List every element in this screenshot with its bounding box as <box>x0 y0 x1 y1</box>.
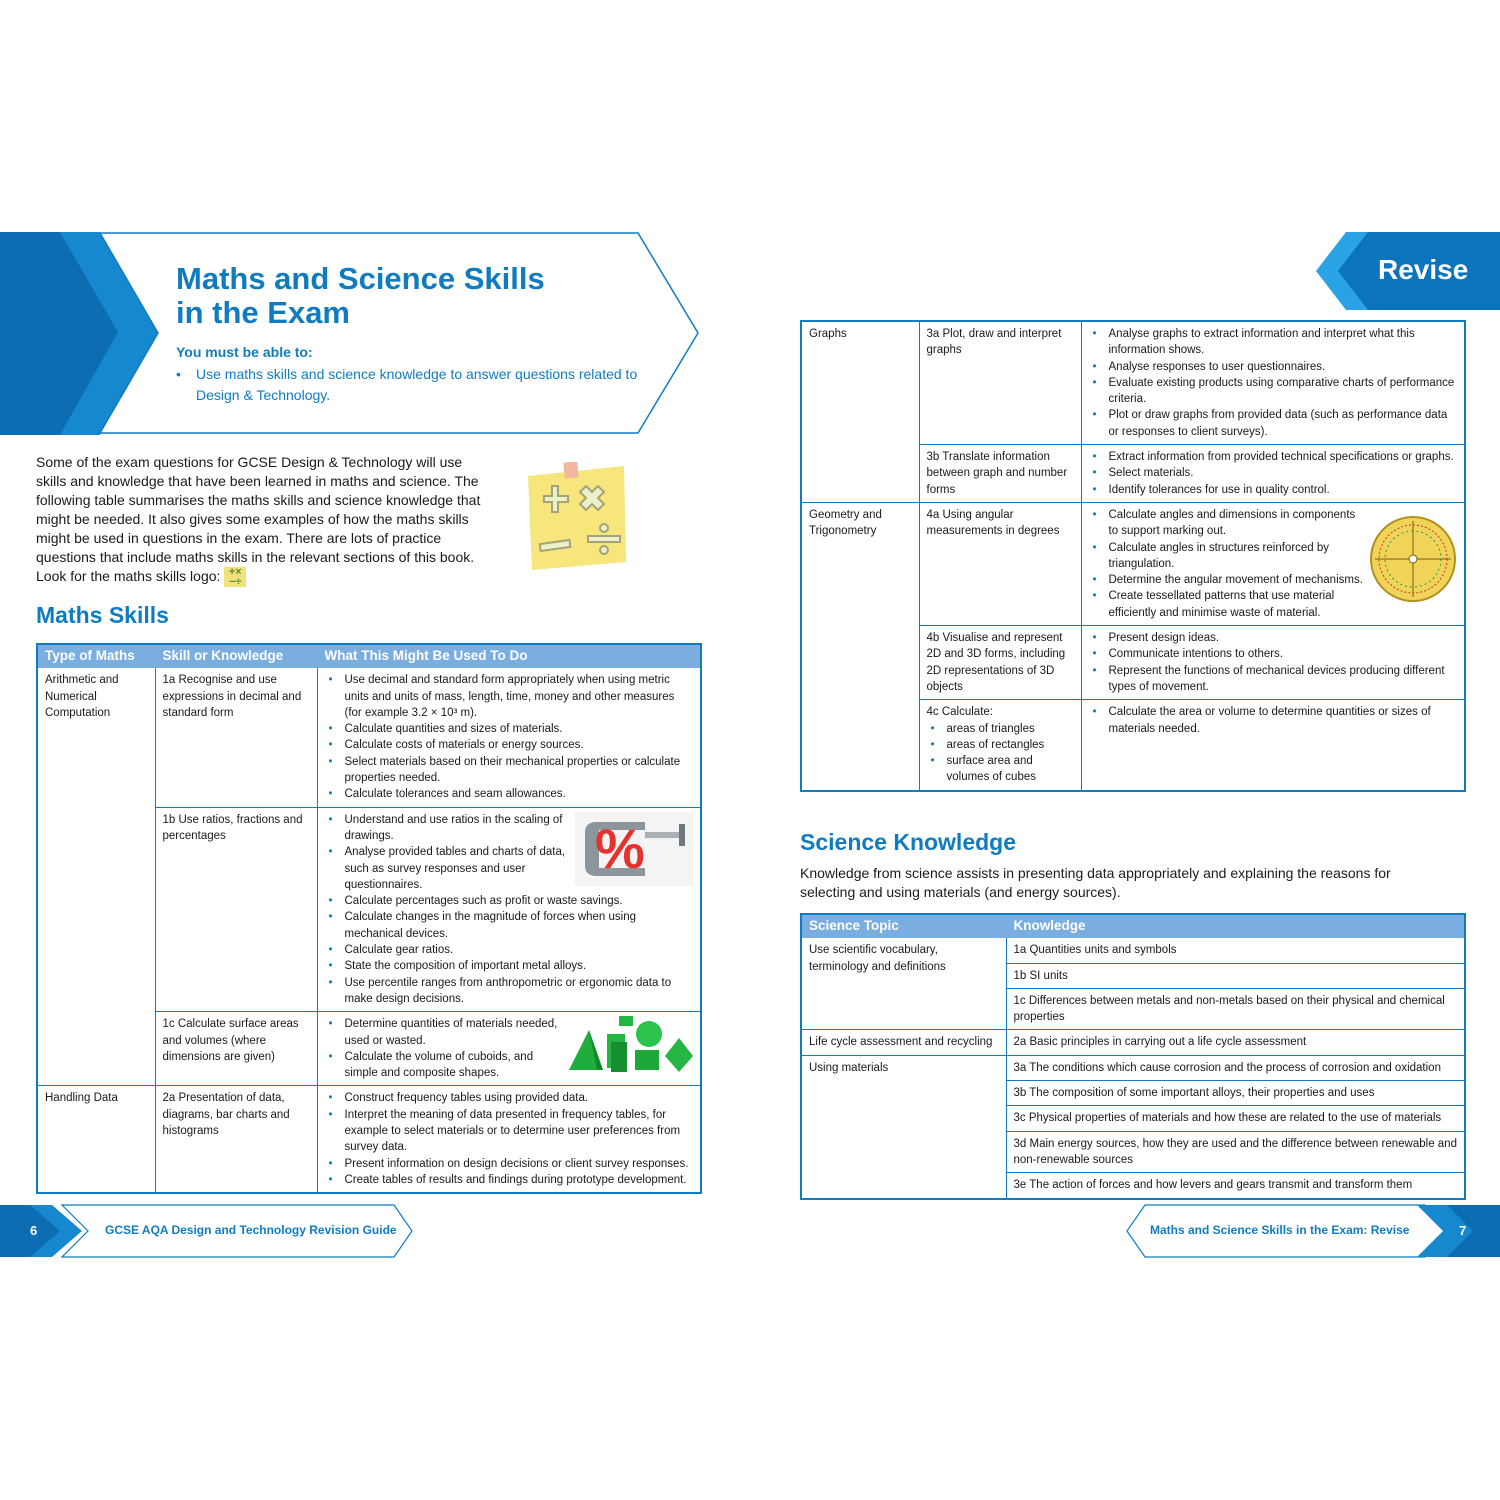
math-type-cell: Arithmetic and Numerical Computation <box>37 668 155 1086</box>
knowledge-cell: 3e The action of forces and how levers and gears transmit and transform them <box>1006 1173 1465 1199</box>
col-header: Science Topic <box>801 914 1006 938</box>
table-row <box>801 502 1465 625</box>
list-item: • Extract information from provided technical specifications or graphs. <box>1089 449 1458 465</box>
list-item: • Calculate changes in the magnitude of forces when using mechanical devices. <box>325 909 694 942</box>
skill-cell: 4b Visualise and represent 2D and 3D forms, including 2D representations of 3D objects <box>919 626 1081 700</box>
science-topic-cell: Use scientific vocabulary, terminology and definitions <box>801 938 1006 1030</box>
svg-text:%: % <box>595 816 645 880</box>
list-item: • Determine quantities of materials needed, used or wasted. <box>325 1016 694 1049</box>
table-row <box>801 1030 1465 1055</box>
science-intro: Knowledge from science assists in presenting data appropriately and explaining the reasons for selecting and using materials (and energy sources). <box>800 865 1391 900</box>
must-item: • Use maths skills and science knowledge to answer questions related to Design & Technology. <box>176 364 646 406</box>
science-topic-cell: Using materials <box>801 1055 1006 1198</box>
list-item: • Calculate angles in structures reinforced by triangulation. <box>1089 540 1458 573</box>
maths-skills-heading: Maths Skills <box>36 602 169 628</box>
uses-cell <box>1081 502 1465 625</box>
knowledge-cell: 3d Main energy sources, how they are used and the difference between renewable and non-renewable sources <box>1006 1131 1465 1173</box>
col-header: Skill or Knowledge <box>155 644 317 668</box>
list-item: • Construct frequency tables using provided data. <box>325 1090 694 1106</box>
page-number-left: 6 <box>30 1223 38 1238</box>
maths-skills-logo-icon: +× −÷ <box>224 567 246 587</box>
list-item: • Calculate percentages such as profit or waste savings. <box>325 893 694 909</box>
list-item: • Identify tolerances for use in quality control. <box>1089 482 1458 498</box>
list-item: • Calculate costs of materials or energy sources. <box>325 737 694 753</box>
table-header-row <box>801 914 1465 938</box>
skill-cell: 3b Translate information between graph and number forms <box>919 445 1081 503</box>
science-knowledge-heading: Science Knowledge <box>800 829 1017 855</box>
must-list <box>176 364 646 406</box>
table-row <box>37 668 701 807</box>
list-item: • Communicate intentions to others. <box>1089 646 1458 662</box>
list-item: • areas of triangles <box>927 721 1074 737</box>
list-item: • Create tables of results and findings during prototype development. <box>325 1172 694 1188</box>
footer-right-text: Maths and Science Skills in the Exam: Revise <box>1150 1223 1410 1237</box>
list-item: • Determine the angular movement of mechanisms. <box>1089 572 1458 588</box>
uses-cell <box>317 807 701 1012</box>
math-type-cell: Handling Data <box>37 1086 155 1193</box>
maths-skills-table-continued <box>800 320 1466 792</box>
list-item: • Present information on design decisions or client survey responses. <box>325 1156 694 1172</box>
skill-title: 4c Calculate: <box>926 706 993 719</box>
list-item: • Use decimal and standard form appropriately when using metric units and units of mass, length, time, money and other measures (for example 3.2 × 10³ m). <box>325 672 694 721</box>
knowledge-cell: 3b The composition of some important alloys, their properties and uses <box>1006 1081 1465 1106</box>
science-knowledge-table <box>800 913 1466 1200</box>
page-title: Maths and Science Skills in the Exam <box>176 261 545 330</box>
uses-cell <box>1081 445 1465 503</box>
list-item: • Represent the functions of mechanical devices producing different types of movement. <box>1089 663 1458 696</box>
knowledge-cell: 2a Basic principles in carrying out a life cycle assessment <box>1006 1030 1465 1055</box>
skill-cell: 1b Use ratios, fractions and percentages <box>155 807 317 1012</box>
uses-cell <box>1081 321 1465 445</box>
table-row <box>801 1055 1465 1080</box>
list-item: • State the composition of important metal alloys. <box>325 958 694 974</box>
must-label: You must be able to: <box>176 344 313 360</box>
list-item: • Use percentile ranges from anthropometric or ergonomic data to make design decisions. <box>325 975 694 1008</box>
list-item: • Evaluate existing products using comparative charts of performance criteria. <box>1089 375 1458 408</box>
intro-paragraph: Some of the exam questions for GCSE Design & Technology will use skills and knowledge that have been learned in maths and science. The following table summarises the maths skills and science knowledge that might be needed. It also gives some examples of how the maths skills might be used in questions in the exam. There are lots of practice questions that include maths skills in the relevant sections of this book. Look for the maths skills logo: +× −÷ <box>36 454 481 589</box>
page-number-right: 7 <box>1459 1223 1467 1238</box>
list-item: • areas of rectangles <box>927 737 1074 753</box>
list-item: • Calculate the volume of cuboids, and simple and composite shapes. <box>325 1049 694 1082</box>
maths-skills-table <box>36 643 702 1194</box>
list-item: • Calculate angles and dimensions in components to support marking out. <box>1089 507 1458 540</box>
knowledge-cell: 3c Physical properties of materials and how these are related to the use of materials <box>1006 1106 1465 1131</box>
col-header: Knowledge <box>1006 914 1465 938</box>
table-row <box>801 321 1465 445</box>
list-item: • Calculate tolerances and seam allowances. <box>325 786 694 802</box>
list-item: • Analyse responses to user questionnaires. <box>1089 359 1458 375</box>
uses-cell <box>317 668 701 807</box>
maths-skills-sticky-note-icon <box>524 462 630 574</box>
knowledge-cell: 3a The conditions which cause corrosion and the process of corrosion and oxidation <box>1006 1055 1465 1080</box>
list-item: • Analyse graphs to extract information and interpret what this information shows. <box>1089 326 1458 359</box>
skill-cell: 2a Presentation of data, diagrams, bar charts and histograms <box>155 1086 317 1193</box>
knowledge-cell: 1c Differences between metals and non-metals based on their physical and chemical properties <box>1006 988 1465 1030</box>
table-row <box>37 1086 701 1193</box>
uses-cell <box>317 1086 701 1193</box>
knowledge-cell: 1b SI units <box>1006 963 1465 988</box>
skill-cell: 1c Calculate surface areas and volumes (where dimensions are given) <box>155 1012 317 1086</box>
list-item: • Calculate quantities and sizes of materials. <box>325 721 694 737</box>
list-item: • Calculate gear ratios. <box>325 942 694 958</box>
list-item: • Analyse provided tables and charts of data, such as survey responses and user questionnaires. <box>325 844 694 893</box>
list-item: • surface area and volumes of cubes <box>927 753 1074 786</box>
list-item: • Understand and use ratios in the scaling of drawings. <box>325 812 694 845</box>
uses-cell <box>1081 700 1465 791</box>
table-header-row <box>37 644 701 668</box>
science-topic-cell: Life cycle assessment and recycling <box>801 1030 1006 1055</box>
col-header: Type of Maths <box>37 644 155 668</box>
list-item: • Select materials based on their mechanical properties or calculate properties needed. <box>325 754 694 787</box>
math-type-cell: Graphs <box>801 321 919 502</box>
skill-cell: 1a Recognise and use expressions in decimal and standard form <box>155 668 317 807</box>
math-type-cell: Geometry and Trigonometry <box>801 502 919 790</box>
list-item: • Present design ideas. <box>1089 630 1458 646</box>
skill-cell: 3a Plot, draw and interpret graphs <box>919 321 1081 445</box>
list-item: • Select materials. <box>1089 465 1458 481</box>
skill-cell: 4a Using angular measurements in degrees <box>919 502 1081 625</box>
skill-cell <box>919 700 1081 791</box>
knowledge-cell: 1a Quantities units and symbols <box>1006 938 1465 963</box>
list-item: • Create tessellated patterns that use material efficiently and minimise waste of material. <box>1089 588 1458 621</box>
footer-left-text: GCSE AQA Design and Technology Revision Guide <box>105 1223 397 1237</box>
col-header: What This Might Be Used To Do <box>317 644 701 668</box>
list-item: • Plot or draw graphs from provided data (such as performance data or responses to client surveys). <box>1089 407 1458 440</box>
revise-tab: Revise <box>1378 254 1469 285</box>
list-item: • Interpret the meaning of data presented in frequency tables, for example to select materials or to determine user preferences from survey data. <box>325 1107 694 1156</box>
uses-cell <box>317 1012 701 1086</box>
uses-cell <box>1081 626 1465 700</box>
table-row <box>801 938 1465 963</box>
list-item: • Calculate the area or volume to determine quantities or sizes of materials needed. <box>1089 704 1458 737</box>
